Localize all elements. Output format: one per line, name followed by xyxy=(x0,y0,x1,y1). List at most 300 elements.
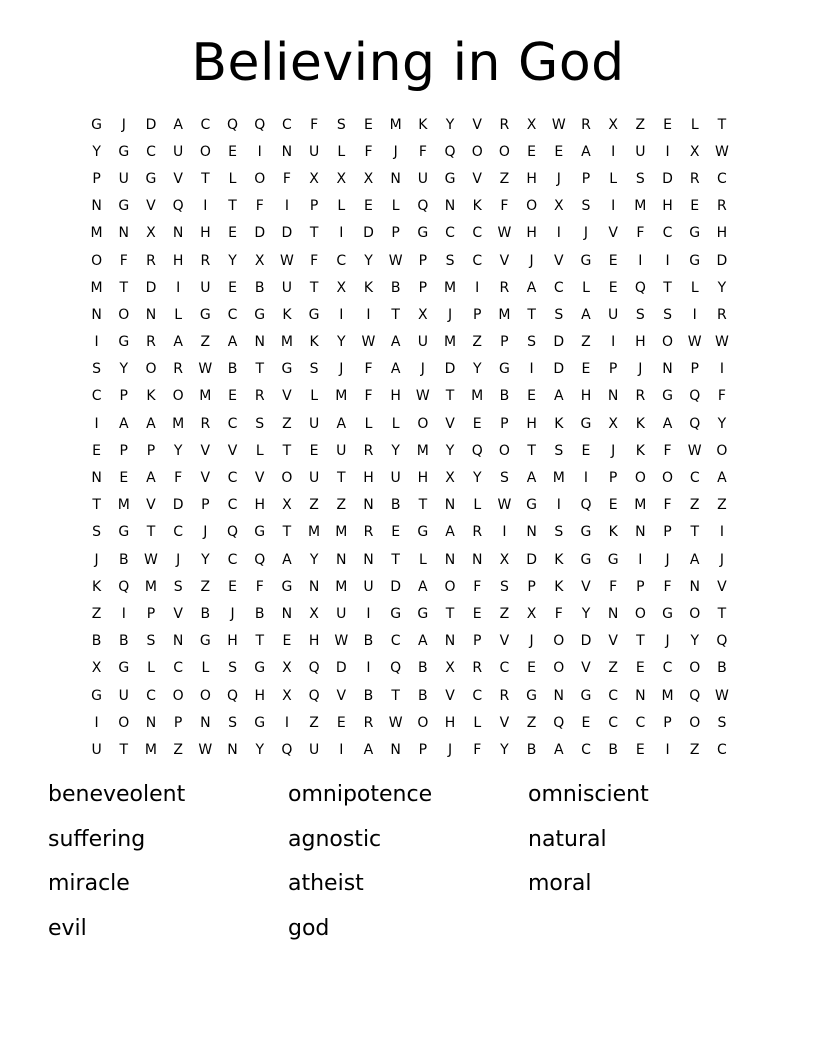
grid-cell[interactable]: M xyxy=(90,225,103,242)
grid-cell[interactable]: Q xyxy=(471,442,483,459)
grid-cell[interactable]: C xyxy=(282,116,292,133)
grid-cell[interactable]: A xyxy=(173,334,183,351)
grid-cell[interactable]: E xyxy=(228,225,237,242)
grid-cell[interactable]: U xyxy=(173,143,184,160)
grid-cell[interactable]: T xyxy=(663,279,672,296)
grid-cell[interactable]: P xyxy=(119,442,128,459)
grid-cell[interactable]: V xyxy=(200,470,211,487)
grid-cell[interactable]: H xyxy=(662,198,673,215)
grid-cell[interactable]: J xyxy=(529,252,534,269)
grid-cell[interactable]: V xyxy=(717,578,727,595)
grid-cell[interactable]: N xyxy=(390,741,401,758)
grid-cell[interactable]: E xyxy=(663,116,672,133)
grid-cell[interactable]: S xyxy=(717,714,727,731)
grid-cell[interactable]: W xyxy=(415,388,430,405)
grid-cell[interactable]: I xyxy=(94,415,99,432)
grid-cell[interactable]: S xyxy=(173,578,183,595)
grid-cell[interactable]: N xyxy=(200,714,211,731)
grid-cell[interactable]: C xyxy=(717,170,727,187)
grid-cell[interactable]: N xyxy=(281,143,293,160)
grid-cell[interactable]: R xyxy=(363,714,374,731)
grid-cell[interactable]: S xyxy=(554,442,564,459)
grid-cell[interactable]: Y xyxy=(472,470,482,487)
grid-cell[interactable]: P xyxy=(201,497,210,514)
grid-cell[interactable]: I xyxy=(366,306,371,323)
grid-cell[interactable]: Q xyxy=(716,633,728,650)
grid-cell[interactable]: X xyxy=(254,252,265,269)
grid-cell[interactable]: D xyxy=(145,279,157,296)
grid-cell[interactable]: G xyxy=(254,524,266,541)
grid-cell[interactable]: L xyxy=(473,497,482,514)
grid-cell[interactable]: X xyxy=(418,306,428,323)
grid-cell[interactable]: W xyxy=(714,687,729,704)
grid-cell[interactable]: X xyxy=(309,605,319,622)
grid-cell[interactable]: C xyxy=(608,687,619,704)
grid-cell[interactable]: T xyxy=(527,442,536,459)
grid-cell[interactable]: I xyxy=(611,143,616,160)
grid-cell[interactable]: W xyxy=(279,252,294,269)
grid-cell[interactable]: L xyxy=(391,415,400,432)
grid-cell[interactable]: T xyxy=(636,633,645,650)
grid-cell[interactable]: G xyxy=(689,225,701,242)
grid-cell[interactable]: C xyxy=(499,660,510,677)
grid-cell[interactable]: L xyxy=(255,442,264,459)
grid-cell[interactable]: R xyxy=(363,442,374,459)
grid-cell[interactable]: J xyxy=(176,551,181,568)
grid-cell[interactable]: R xyxy=(717,306,727,323)
grid-cell[interactable]: T xyxy=(228,198,237,215)
grid-cell[interactable]: Z xyxy=(91,605,102,622)
grid-cell[interactable]: I xyxy=(475,279,480,296)
grid-cell[interactable]: G xyxy=(199,633,211,650)
grid-cell[interactable]: I xyxy=(366,660,371,677)
grid-cell[interactable]: C xyxy=(608,714,619,731)
grid-cell[interactable]: W xyxy=(144,551,158,568)
grid-cell[interactable]: Q xyxy=(553,714,565,731)
grid-cell[interactable]: T xyxy=(690,524,699,541)
grid-cell[interactable]: N xyxy=(145,714,157,731)
grid-cell[interactable]: B xyxy=(499,388,510,405)
grid-cell[interactable]: J xyxy=(393,143,398,160)
grid-cell[interactable]: W xyxy=(687,334,702,351)
grid-cell[interactable]: Q xyxy=(254,116,266,133)
grid-cell[interactable]: X xyxy=(91,660,102,677)
grid-cell[interactable]: M xyxy=(335,388,348,405)
grid-cell[interactable]: C xyxy=(227,551,238,568)
grid-cell[interactable]: J xyxy=(583,225,589,242)
grid-cell[interactable]: T xyxy=(119,279,129,296)
grid-cell[interactable]: W xyxy=(388,714,403,731)
grid-cell[interactable]: U xyxy=(417,170,428,187)
grid-cell[interactable]: O xyxy=(417,714,429,731)
grid-cell[interactable]: B xyxy=(418,687,428,704)
grid-cell[interactable]: U xyxy=(336,605,347,622)
grid-cell[interactable]: K xyxy=(554,578,564,595)
grid-cell[interactable]: P xyxy=(146,442,156,459)
grid-cell[interactable]: T xyxy=(255,633,264,650)
grid-cell[interactable]: E xyxy=(527,388,537,405)
grid-cell[interactable]: U xyxy=(608,306,619,323)
grid-cell[interactable]: D xyxy=(335,660,347,677)
grid-cell[interactable]: U xyxy=(91,741,102,758)
grid-cell[interactable]: B xyxy=(200,605,211,622)
grid-cell[interactable]: V xyxy=(146,497,156,514)
grid-cell[interactable]: Q xyxy=(118,578,130,595)
grid-cell[interactable]: C xyxy=(472,687,483,704)
grid-cell[interactable]: Q xyxy=(172,198,184,215)
grid-cell[interactable]: F xyxy=(364,388,373,405)
grid-cell[interactable]: F xyxy=(119,252,128,269)
grid-cell[interactable]: Z xyxy=(200,578,211,595)
grid-cell[interactable]: T xyxy=(255,361,264,378)
grid-cell[interactable]: F xyxy=(554,605,563,622)
grid-cell[interactable]: A xyxy=(282,551,292,568)
grid-cell[interactable]: Y xyxy=(337,334,346,351)
grid-cell[interactable]: L xyxy=(310,388,318,405)
grid-cell[interactable]: G xyxy=(662,388,673,405)
grid-cell[interactable]: Y xyxy=(445,116,455,133)
grid-cell[interactable]: I xyxy=(665,252,670,269)
grid-cell[interactable]: N xyxy=(118,225,130,242)
grid-cell[interactable]: R xyxy=(635,388,646,405)
grid-cell[interactable]: Z xyxy=(336,497,347,514)
grid-cell[interactable]: A xyxy=(146,415,156,432)
grid-cell[interactable]: X xyxy=(282,687,292,704)
grid-cell[interactable]: O xyxy=(254,170,266,187)
grid-cell[interactable]: A xyxy=(418,633,428,650)
grid-cell[interactable]: T xyxy=(282,442,292,459)
grid-cell[interactable]: V xyxy=(146,198,156,215)
grid-cell[interactable]: O xyxy=(172,687,184,704)
grid-cell[interactable]: D xyxy=(363,225,374,242)
grid-cell[interactable]: G xyxy=(444,170,456,187)
grid-cell[interactable]: Y xyxy=(92,143,101,160)
grid-cell[interactable]: L xyxy=(391,198,400,215)
grid-cell[interactable]: S xyxy=(554,306,564,323)
grid-cell[interactable]: A xyxy=(390,361,401,378)
grid-cell[interactable]: N xyxy=(254,334,265,351)
grid-cell[interactable]: M xyxy=(144,741,158,758)
grid-cell[interactable]: L xyxy=(690,116,699,133)
grid-cell[interactable]: C xyxy=(635,714,646,731)
grid-cell[interactable]: T xyxy=(337,470,346,487)
grid-cell[interactable]: P xyxy=(690,361,699,378)
grid-cell[interactable]: C xyxy=(662,225,673,242)
grid-cell[interactable]: T xyxy=(527,306,536,323)
grid-cell[interactable]: N xyxy=(444,198,456,215)
grid-cell[interactable]: R xyxy=(200,415,211,432)
grid-cell[interactable]: Y xyxy=(309,551,319,568)
grid-cell[interactable]: Z xyxy=(526,714,537,731)
grid-cell[interactable]: S xyxy=(146,633,156,650)
grid-cell[interactable]: C xyxy=(336,252,347,269)
grid-cell[interactable]: E xyxy=(581,442,591,459)
grid-cell[interactable]: X xyxy=(553,198,564,215)
grid-cell[interactable]: G xyxy=(118,334,130,351)
grid-cell[interactable]: G xyxy=(526,687,538,704)
grid-cell[interactable]: V xyxy=(581,660,591,677)
grid-cell[interactable]: I xyxy=(665,741,670,758)
grid-cell[interactable]: E xyxy=(581,361,591,378)
grid-cell[interactable]: J xyxy=(447,306,453,323)
grid-cell[interactable]: I xyxy=(638,551,643,568)
grid-cell[interactable]: E xyxy=(309,442,319,459)
grid-cell[interactable]: M xyxy=(661,687,674,704)
grid-cell[interactable]: R xyxy=(717,198,727,215)
grid-cell[interactable]: I xyxy=(638,252,643,269)
grid-cell[interactable]: Y xyxy=(717,415,727,432)
grid-cell[interactable]: I xyxy=(203,198,208,215)
grid-cell[interactable]: N xyxy=(91,470,102,487)
grid-cell[interactable]: G xyxy=(118,660,130,677)
grid-cell[interactable]: U xyxy=(308,415,320,432)
grid-cell[interactable]: R xyxy=(689,170,700,187)
grid-cell[interactable]: G xyxy=(281,578,293,595)
grid-cell[interactable]: B xyxy=(526,741,537,758)
grid-cell[interactable]: H xyxy=(635,334,646,351)
grid-cell[interactable]: K xyxy=(472,198,482,215)
grid-cell[interactable]: R xyxy=(472,660,483,677)
grid-cell[interactable]: B xyxy=(118,633,129,650)
grid-cell[interactable]: N xyxy=(390,170,401,187)
grid-cell[interactable]: Q xyxy=(689,388,701,405)
grid-cell[interactable]: V xyxy=(499,714,510,731)
grid-cell[interactable]: M xyxy=(280,334,293,351)
grid-cell[interactable]: D xyxy=(662,170,673,187)
grid-cell[interactable]: N xyxy=(471,551,483,568)
grid-cell[interactable]: G xyxy=(580,415,592,432)
grid-cell[interactable]: E xyxy=(92,442,102,459)
grid-cell[interactable]: O xyxy=(634,470,646,487)
grid-cell[interactable]: U xyxy=(635,143,646,160)
grid-cell[interactable]: K xyxy=(363,279,374,296)
grid-cell[interactable]: Y xyxy=(201,551,210,568)
grid-cell[interactable]: V xyxy=(336,687,347,704)
grid-cell[interactable]: I xyxy=(529,361,534,378)
grid-cell[interactable]: E xyxy=(282,633,292,650)
grid-cell[interactable]: V xyxy=(254,470,265,487)
grid-cell[interactable]: D xyxy=(281,225,293,242)
grid-cell[interactable]: G xyxy=(417,524,429,541)
grid-cell[interactable]: R xyxy=(146,252,156,269)
grid-cell[interactable]: C xyxy=(173,524,184,541)
grid-cell[interactable]: X xyxy=(445,470,455,487)
grid-cell[interactable]: D xyxy=(145,116,157,133)
grid-cell[interactable]: F xyxy=(310,252,319,269)
grid-cell[interactable]: W xyxy=(497,225,512,242)
grid-cell[interactable]: G xyxy=(390,605,402,622)
grid-cell[interactable]: E xyxy=(608,252,618,269)
grid-cell[interactable]: X xyxy=(282,497,292,514)
grid-cell[interactable]: C xyxy=(227,415,238,432)
grid-cell[interactable]: O xyxy=(172,388,184,405)
grid-cell[interactable]: C xyxy=(689,470,700,487)
grid-cell[interactable]: I xyxy=(176,279,181,296)
grid-cell[interactable]: M xyxy=(552,470,565,487)
grid-cell[interactable]: N xyxy=(227,741,238,758)
grid-cell[interactable]: X xyxy=(282,660,292,677)
grid-cell[interactable]: N xyxy=(689,578,700,595)
grid-cell[interactable]: M xyxy=(117,497,130,514)
grid-cell[interactable]: D xyxy=(553,361,565,378)
grid-cell[interactable]: U xyxy=(118,170,129,187)
grid-cell[interactable]: E xyxy=(608,497,618,514)
grid-cell[interactable]: O xyxy=(553,660,565,677)
grid-cell[interactable]: G xyxy=(91,116,103,133)
grid-cell[interactable]: M xyxy=(443,279,457,296)
grid-cell[interactable]: O xyxy=(662,470,674,487)
grid-cell[interactable]: F xyxy=(663,442,672,459)
grid-cell[interactable]: V xyxy=(499,633,510,650)
grid-cell[interactable]: U xyxy=(417,334,428,351)
grid-cell[interactable]: Q xyxy=(417,198,429,215)
grid-cell[interactable]: J xyxy=(203,524,208,541)
grid-cell[interactable]: F xyxy=(500,198,509,215)
grid-cell[interactable]: Z xyxy=(499,170,510,187)
grid-cell[interactable]: L xyxy=(418,551,427,568)
grid-cell[interactable]: X xyxy=(336,279,347,296)
grid-cell[interactable]: I xyxy=(583,470,589,487)
grid-cell[interactable]: P xyxy=(309,198,319,215)
grid-cell[interactable]: A xyxy=(227,334,238,351)
grid-cell[interactable]: P xyxy=(500,415,509,432)
grid-cell[interactable]: C xyxy=(390,633,401,650)
grid-cell[interactable]: V xyxy=(200,442,211,459)
grid-cell[interactable]: A xyxy=(445,524,455,541)
grid-cell[interactable]: F xyxy=(282,170,291,187)
grid-cell[interactable]: X xyxy=(146,225,156,242)
grid-cell[interactable]: N xyxy=(308,578,320,595)
grid-cell[interactable]: U xyxy=(281,279,293,296)
grid-cell[interactable]: V xyxy=(445,687,455,704)
grid-cell[interactable]: N xyxy=(281,605,293,622)
grid-cell[interactable]: E xyxy=(635,741,645,758)
grid-cell[interactable]: O xyxy=(689,660,701,677)
grid-cell[interactable]: Z xyxy=(717,497,727,514)
grid-cell[interactable]: H xyxy=(363,470,374,487)
grid-cell[interactable]: F xyxy=(717,388,726,405)
grid-cell[interactable]: S xyxy=(635,306,645,323)
grid-cell[interactable]: Z xyxy=(499,605,510,622)
grid-cell[interactable]: Y xyxy=(690,633,699,650)
grid-cell[interactable]: R xyxy=(472,524,483,541)
grid-cell[interactable]: J xyxy=(638,361,643,378)
grid-cell[interactable]: H xyxy=(308,633,320,650)
grid-cell[interactable]: A xyxy=(581,306,591,323)
grid-cell[interactable]: H xyxy=(444,714,456,731)
grid-cell[interactable]: G xyxy=(607,551,619,568)
grid-cell[interactable]: H xyxy=(172,252,184,269)
grid-cell[interactable]: Z xyxy=(173,741,183,758)
grid-cell[interactable]: T xyxy=(391,551,400,568)
grid-cell[interactable]: N xyxy=(444,551,456,568)
grid-cell[interactable]: A xyxy=(553,388,564,405)
grid-cell[interactable]: G xyxy=(662,605,673,622)
grid-cell[interactable]: I xyxy=(556,497,561,514)
grid-cell[interactable]: G xyxy=(689,252,701,269)
grid-cell[interactable]: D xyxy=(716,252,728,269)
grid-cell[interactable]: E xyxy=(119,470,129,487)
grid-cell[interactable]: M xyxy=(335,578,348,595)
grid-cell[interactable]: E xyxy=(228,143,237,160)
grid-cell[interactable]: I xyxy=(692,306,697,323)
grid-cell[interactable]: F xyxy=(255,578,264,595)
grid-cell[interactable]: U xyxy=(200,279,211,296)
grid-cell[interactable]: B xyxy=(91,633,102,650)
grid-cell[interactable]: J xyxy=(94,551,99,568)
grid-cell[interactable]: T xyxy=(445,605,455,622)
grid-cell[interactable]: G xyxy=(498,361,510,378)
grid-cell[interactable]: S xyxy=(255,415,265,432)
grid-cell[interactable]: E xyxy=(228,279,237,296)
grid-cell[interactable]: I xyxy=(257,143,262,160)
grid-cell[interactable]: K xyxy=(635,442,645,459)
grid-cell[interactable]: H xyxy=(526,170,537,187)
grid-cell[interactable]: J xyxy=(665,633,670,650)
grid-cell[interactable]: V xyxy=(173,170,183,187)
grid-cell[interactable]: G xyxy=(580,252,592,269)
grid-cell[interactable]: S xyxy=(445,252,455,269)
grid-cell[interactable]: P xyxy=(527,578,536,595)
grid-cell[interactable]: Q xyxy=(227,524,239,541)
grid-cell[interactable]: B xyxy=(254,605,265,622)
grid-cell[interactable]: Y xyxy=(364,252,373,269)
grid-cell[interactable]: Q xyxy=(227,687,239,704)
grid-cell[interactable]: V xyxy=(553,252,564,269)
grid-cell[interactable]: Z xyxy=(689,497,700,514)
grid-cell[interactable]: N xyxy=(91,198,102,215)
grid-cell[interactable]: G xyxy=(580,551,592,568)
grid-cell[interactable]: X xyxy=(363,170,374,187)
grid-cell[interactable]: C xyxy=(146,687,156,704)
grid-cell[interactable]: Q xyxy=(689,415,701,432)
grid-cell[interactable]: T xyxy=(201,170,210,187)
grid-cell[interactable]: T xyxy=(119,741,129,758)
grid-cell[interactable]: S xyxy=(581,198,591,215)
grid-cell[interactable]: O xyxy=(716,442,728,459)
grid-cell[interactable]: R xyxy=(146,334,156,351)
grid-cell[interactable]: I xyxy=(611,198,616,215)
grid-cell[interactable]: P xyxy=(608,361,618,378)
grid-cell[interactable]: P xyxy=(663,524,672,541)
grid-cell[interactable]: L xyxy=(364,415,373,432)
grid-cell[interactable]: K xyxy=(554,415,564,432)
grid-cell[interactable]: G xyxy=(308,306,320,323)
grid-cell[interactable]: J xyxy=(556,170,561,187)
grid-cell[interactable]: S xyxy=(92,524,102,541)
grid-cell[interactable]: V xyxy=(472,170,482,187)
grid-cell[interactable]: C xyxy=(553,279,564,296)
grid-cell[interactable]: F xyxy=(364,143,373,160)
grid-cell[interactable]: N xyxy=(363,551,374,568)
grid-cell[interactable]: M xyxy=(416,442,429,459)
grid-cell[interactable]: K xyxy=(635,415,645,432)
grid-cell[interactable]: N xyxy=(91,306,102,323)
grid-cell[interactable]: Z xyxy=(309,714,319,731)
grid-cell[interactable]: Y xyxy=(228,252,237,269)
grid-cell[interactable]: O xyxy=(634,605,646,622)
grid-cell[interactable]: H xyxy=(200,225,211,242)
grid-cell[interactable]: U xyxy=(118,687,129,704)
grid-cell[interactable]: R xyxy=(200,252,211,269)
grid-cell[interactable]: H xyxy=(526,225,537,242)
grid-cell[interactable]: B xyxy=(390,497,401,514)
grid-cell[interactable]: G xyxy=(118,143,130,160)
grid-cell[interactable]: S xyxy=(554,524,564,541)
grid-cell[interactable]: F xyxy=(473,578,482,595)
grid-cell[interactable]: C xyxy=(472,252,483,269)
grid-cell[interactable]: F xyxy=(473,741,482,758)
